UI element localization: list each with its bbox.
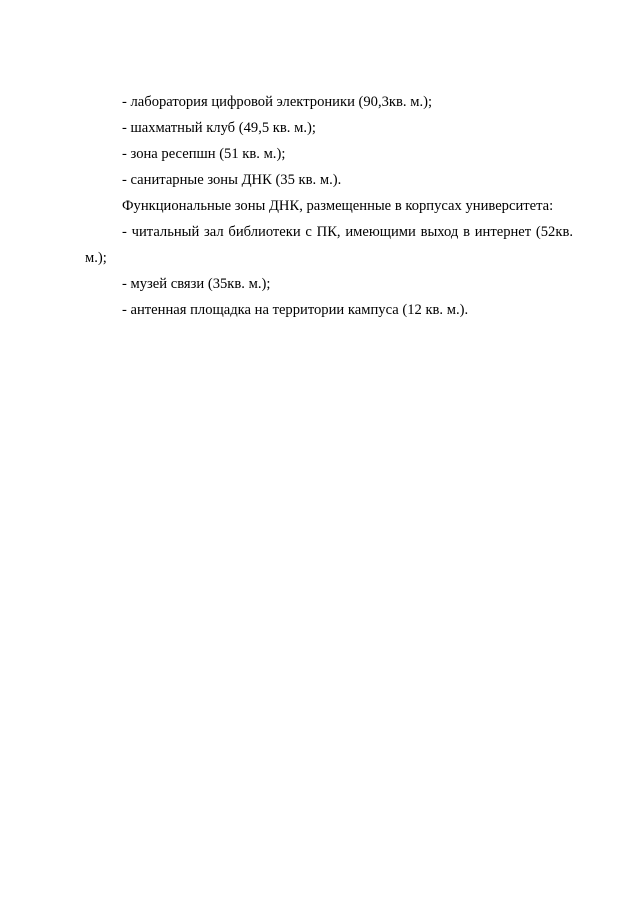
section-heading-university-zones: Функциональные зоны ДНК, размещенные в корпусах университета: xyxy=(122,198,554,214)
document-body xyxy=(85,89,573,323)
list-item-antenna-site: - антенная площадка на территории кампуса (12 кв. м.). xyxy=(122,302,469,318)
list-item-sanitary-zones: - санитарные зоны ДНК (35 кв. м.). xyxy=(122,172,342,188)
list-item-reception-zone: - зона ресепшн (51 кв. м.); xyxy=(122,146,286,162)
list-item-communications-museum: - музей связи (35кв. м.); xyxy=(122,276,271,292)
list-item-chess-club: - шахматный клуб (49,5 кв. м.); xyxy=(122,120,316,136)
list-item-digital-electronics-lab: - лаборатория цифровой электроники (90,3кв. м.); xyxy=(122,94,433,110)
list-item-library-reading-room: - читальный зал библиотеки с ПК, имеющими выход в интернет (52кв. м.); xyxy=(85,224,573,266)
